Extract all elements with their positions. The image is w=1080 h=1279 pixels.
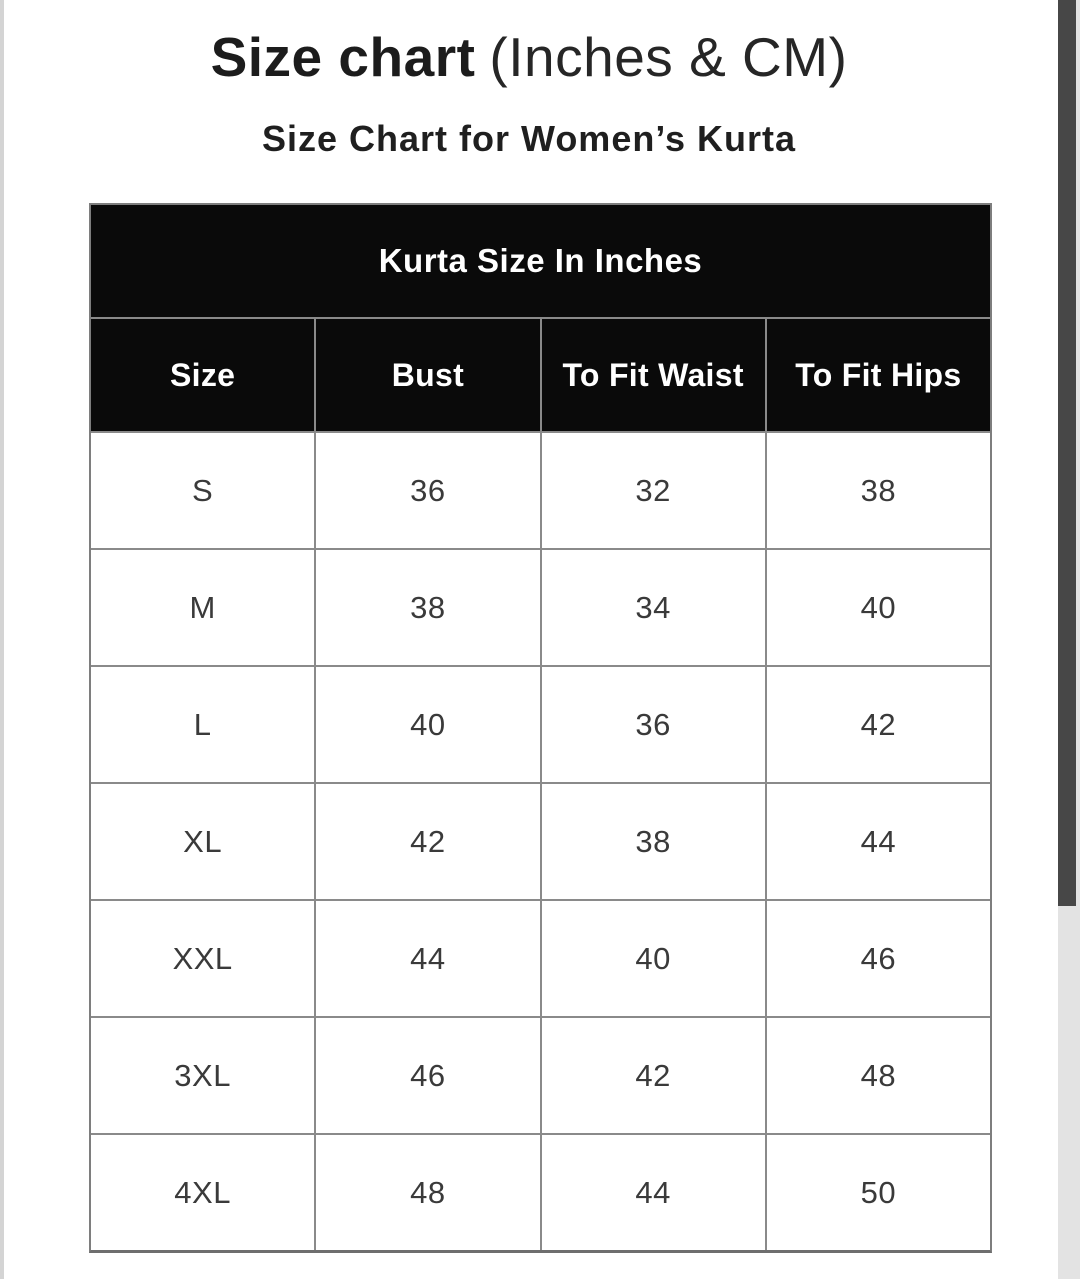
size-label-cell: M xyxy=(91,550,314,665)
table-cell: 34 xyxy=(542,550,765,665)
table-cell: 42 xyxy=(316,784,539,899)
table-cell: 48 xyxy=(316,1135,539,1250)
size-label-cell: S xyxy=(91,433,314,548)
table-cell: 50 xyxy=(767,1135,990,1250)
scrollbar-thumb[interactable] xyxy=(1058,0,1076,906)
table-cell: 42 xyxy=(542,1018,765,1133)
table-cell: 44 xyxy=(542,1135,765,1250)
table-cell: 32 xyxy=(542,433,765,548)
table-cell: 40 xyxy=(542,901,765,1016)
table-cell: 38 xyxy=(542,784,765,899)
table-cell: 38 xyxy=(767,433,990,548)
page-subtitle: Size Chart for Women’s Kurta xyxy=(261,118,797,159)
page-title-sub: (Inches & CM) xyxy=(489,26,848,88)
table-cell: 36 xyxy=(316,433,539,548)
table-cell: 38 xyxy=(316,550,539,665)
page-title xyxy=(0,24,1058,90)
table-cell: 44 xyxy=(767,784,990,899)
column-header-hips: To Fit Hips xyxy=(767,319,990,431)
table-cell: 48 xyxy=(767,1018,990,1133)
size-label-cell: L xyxy=(91,667,314,782)
page-title-main: Size chart xyxy=(210,26,476,88)
table-cell: 46 xyxy=(767,901,990,1016)
size-label-cell: XXL xyxy=(91,901,314,1016)
size-chart-table xyxy=(89,203,992,1253)
size-label-cell: 4XL xyxy=(91,1135,314,1250)
column-header-size: Size xyxy=(91,319,314,431)
left-edge-strip xyxy=(0,0,4,1279)
scrollbar-track[interactable] xyxy=(1058,0,1080,1279)
table-cell: 44 xyxy=(316,901,539,1016)
table-cell: 42 xyxy=(767,667,990,782)
table-banner: Kurta Size In Inches xyxy=(91,205,990,317)
table-cell: 46 xyxy=(316,1018,539,1133)
table-cell: 40 xyxy=(316,667,539,782)
size-label-cell: XL xyxy=(91,784,314,899)
table-cell: 40 xyxy=(767,550,990,665)
column-header-waist: To Fit Waist xyxy=(542,319,765,431)
table-cell: 36 xyxy=(542,667,765,782)
column-header-bust: Bust xyxy=(316,319,539,431)
size-label-cell: 3XL xyxy=(91,1018,314,1133)
